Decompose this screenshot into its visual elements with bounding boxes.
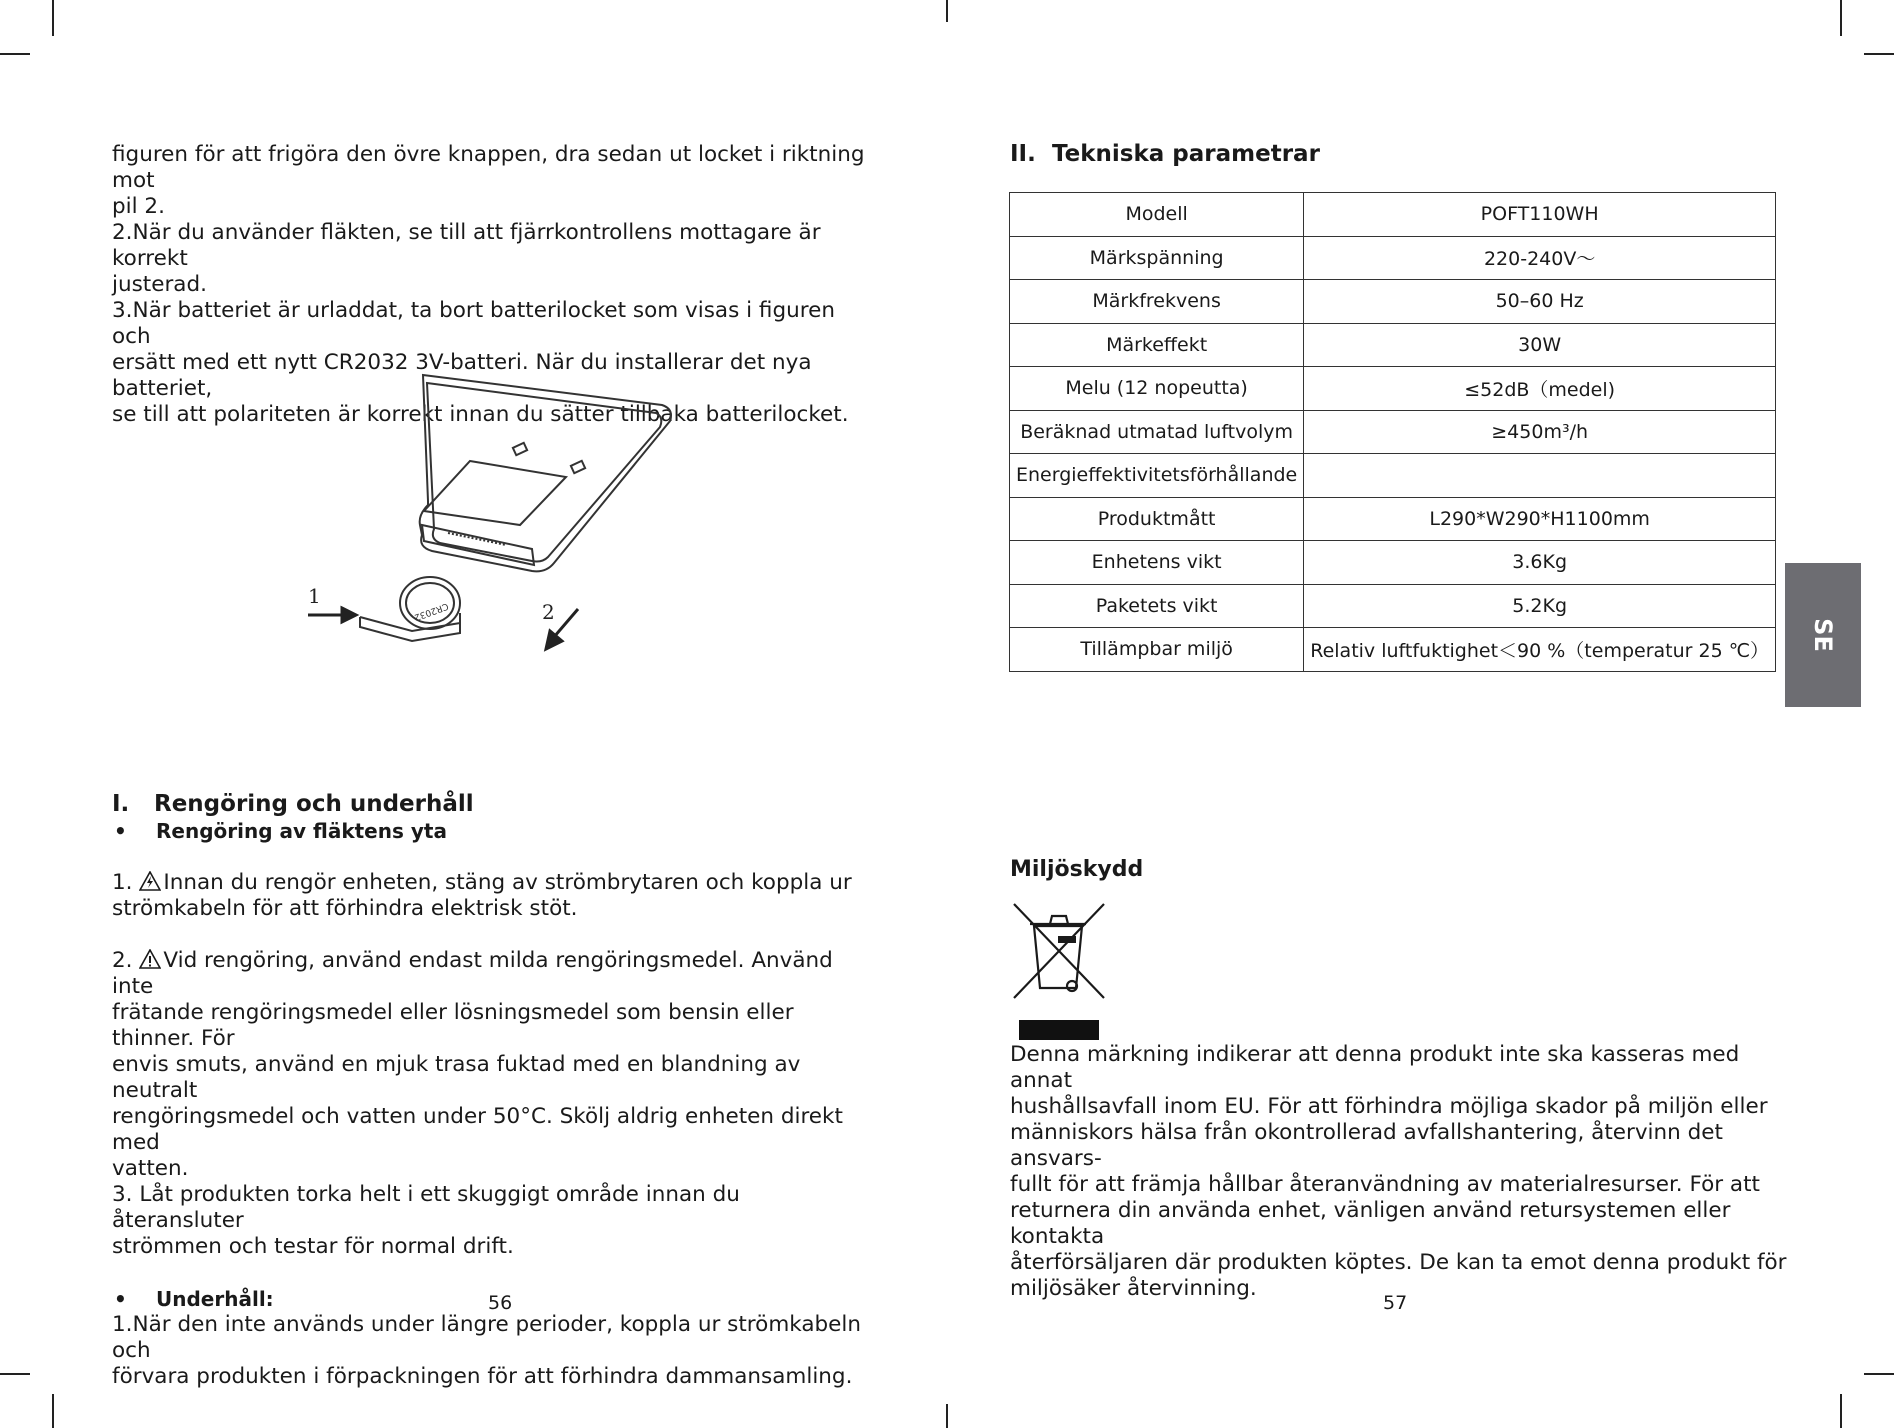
table-row: [1010, 236, 1776, 280]
table-row: [1010, 410, 1776, 454]
spec-value: ≥450m³/h: [1304, 410, 1776, 454]
env-heading-block: [1010, 856, 1770, 884]
text-line: hushållsavfall inom EU. För att förhindra möjliga skador på miljön eller: [1010, 1094, 1768, 1119]
subsection-heading: [112, 818, 872, 844]
arrow-1-label: 1: [308, 584, 321, 608]
text-span: Vid rengöring, använd endast milda rengöringsmedel. Använd inte: [112, 948, 833, 999]
text-line: strömkabeln för att förhindra elektrisk stöt.: [112, 896, 578, 921]
text-line: vatten.: [112, 1156, 189, 1181]
spec-value: L290*W290*H1100mm: [1304, 497, 1776, 541]
arrow-2-label: 2: [542, 600, 555, 624]
env-title: Miljöskydd: [1010, 857, 1144, 882]
env-heading: [1010, 856, 1770, 884]
text-line: Denna märkning indikerar att denna produkt inte ska kasseras med annat: [1010, 1042, 1740, 1093]
spec-value: [1304, 454, 1776, 498]
crop-mark: [1840, 0, 1842, 36]
section-number: II.: [1010, 141, 1036, 167]
spec-key: Melu (12 nopeutta): [1010, 367, 1304, 411]
page-number-left: 56: [488, 1292, 513, 1314]
env-text: [1010, 1042, 1790, 1302]
spec-key: Märkfrekvens: [1010, 280, 1304, 324]
crop-mark: [0, 53, 30, 55]
subsection-title: Underhåll:: [156, 1287, 274, 1311]
text-line: pil 2.: [112, 194, 165, 219]
text-line: människors hälsa från okontrollerad avfallshantering, återvinn det ansvars-: [1010, 1120, 1723, 1171]
bullet: •: [114, 1287, 127, 1311]
table-row: [1010, 541, 1776, 585]
list-number: 2.: [112, 948, 133, 973]
crop-mark: [1840, 1394, 1842, 1428]
spec-key: Produktmått: [1010, 497, 1304, 541]
spec-value: ≤52dB（medel): [1304, 367, 1776, 411]
spec-key: Paketets vikt: [1010, 584, 1304, 628]
weee-crossed-bin-icon: [1010, 900, 1108, 1002]
table-row: [1010, 454, 1776, 498]
bullet: •: [114, 819, 127, 843]
section-title: Rengöring och underhåll: [154, 791, 474, 817]
side-tab-label: SE: [1809, 618, 1837, 652]
language-side-tab: [1785, 563, 1861, 707]
section-heading: [1010, 140, 1770, 168]
text-line: returnera din använda enhet, vänligen använd retursystemen eller kontakta: [1010, 1198, 1731, 1249]
text-line: strömmen och testar för normal drift.: [112, 1234, 514, 1259]
crop-mark: [946, 1404, 948, 1428]
subsection-title: Rengöring av fläktens yta: [156, 819, 447, 843]
spec-value: 220-240V～: [1304, 236, 1776, 280]
text-line: fullt för att främja hållbar återanvändning av materialresurser. För att: [1010, 1172, 1760, 1197]
section-number: I.: [112, 791, 130, 817]
text-line: ersätt med ett nytt CR2032 3V-batteri. När du installerar det nya batteriet,: [112, 350, 812, 401]
text-line: miljösäker återvinning.: [1010, 1276, 1257, 1301]
spec-key: Enhetens vikt: [1010, 541, 1304, 585]
spec-value: 30W: [1304, 323, 1776, 367]
section-heading: [112, 790, 872, 818]
text-line: 3.När batteriet är urladdat, ta bort batterilocket som visas i figuren och: [112, 298, 835, 349]
table-row: [1010, 280, 1776, 324]
text-line: förvara produkten i förpackningen för att förhindra dammansamling.: [112, 1364, 853, 1389]
spec-key: Märkspänning: [1010, 236, 1304, 280]
weee-underline-bar: [1019, 1020, 1099, 1040]
spec-key: Energieffektivitetsförhållande: [1010, 454, 1304, 498]
spec-value: 5.2Kg: [1304, 584, 1776, 628]
spec-table: [1009, 192, 1776, 672]
text-line: se till att polariteten är korrekt innan du sätter tillbaka batterilocket.: [112, 402, 849, 427]
spec-key: Modell: [1010, 193, 1304, 237]
text-line: figuren för att frigöra den övre knappen, dra sedan ut locket i riktning mot: [112, 142, 865, 193]
text-line: 2.När du använder fläkten, se till att fjärrkontrollens mottagare är korrekt: [112, 220, 821, 271]
crop-mark: [52, 1394, 54, 1428]
text-line: 3. Låt produkten torka helt i ett skuggigt område innan du återansluter: [112, 1182, 740, 1233]
crop-mark: [1864, 53, 1894, 55]
table-row: [1010, 323, 1776, 367]
text-line: rengöringsmedel och vatten under 50°C. Skölj aldrig enheten direkt med: [112, 1104, 843, 1155]
text-line: [112, 870, 872, 896]
crop-mark: [52, 0, 54, 36]
spec-key: Tillämpbar miljö: [1010, 628, 1304, 672]
table-row: [1010, 497, 1776, 541]
spec-value: 50–60 Hz: [1304, 280, 1776, 324]
warning-triangle-icon: [139, 871, 161, 891]
warning-triangle-icon: [139, 949, 161, 969]
tech-section-heading-block: [1010, 140, 1770, 168]
table-row: [1010, 584, 1776, 628]
crop-mark: [0, 1373, 30, 1375]
text-line: 1.När den inte används under längre perioder, koppla ur strömkabeln och: [112, 1312, 861, 1363]
spec-key: Märkeffekt: [1010, 323, 1304, 367]
text-line: återförsäljaren där produkten köptes. De kan ta emot denna produkt för: [1010, 1250, 1787, 1275]
crop-mark: [1864, 1373, 1894, 1375]
text-span: Innan du rengör enheten, stäng av strömbrytaren och koppla ur: [163, 870, 852, 895]
crop-mark: [946, 0, 948, 22]
section-title: Tekniska parametrar: [1052, 141, 1320, 167]
spec-value: POFT110WH: [1304, 193, 1776, 237]
spec-key: Beräknad utmatad luftvolym: [1010, 410, 1304, 454]
table-row: [1010, 193, 1776, 237]
remote-control-illustration: [300, 365, 700, 665]
spec-value: Relativ luftfuktighet＜90 %（temperatur 25 ℃）: [1304, 628, 1776, 672]
text-line: [112, 948, 872, 1000]
table-row: [1010, 367, 1776, 411]
battery-label: CR2032: [412, 600, 450, 622]
list-number: 1.: [112, 870, 133, 895]
spec-value: 3.6Kg: [1304, 541, 1776, 585]
text-line: justerad.: [112, 272, 207, 297]
page-number-right: 57: [1383, 1292, 1408, 1314]
text-line: frätande rengöringsmedel eller lösningsmedel som bensin eller thinner. För: [112, 1000, 794, 1051]
text-line: envis smuts, använd en mjuk trasa fuktad med en blandning av neutralt: [112, 1052, 801, 1103]
table-row: [1010, 628, 1776, 672]
